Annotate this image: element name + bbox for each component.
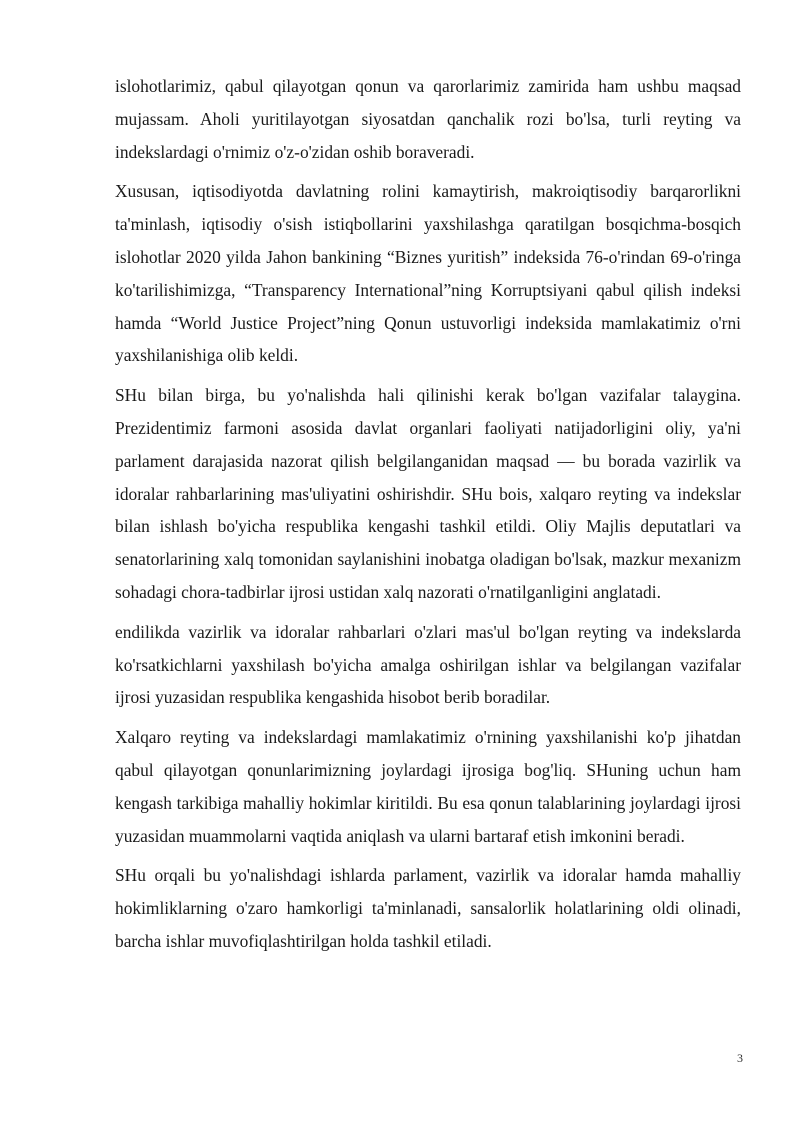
document-body xyxy=(115,70,741,965)
page-number: 3 xyxy=(737,1051,743,1065)
paragraph-6: SHu orqali bu yo'nalishdagi ishlarda parlament, vazirlik va idoralar hamda mahalliy hokimliklarning o'zaro hamkorligi ta'minlanadi, sansalorlik holatlarining oldi olinadi, barcha ishlar muvofiqlashtirilgan holda tashkil etiladi. xyxy=(115,865,741,951)
paragraph-3: SHu bilan birga, bu yo'nalishda hali qilinishi kerak bo'lgan vazifalar talaygina. Prezidentimiz farmoni asosida davlat organlari faoliyati natijadorligini oliy, ya'ni parlament darajasida nazorat qilish belgilanganidan maqsad — bu borada vazirlik va idoralar rahbarlarining mas'uliyatini oshirishdir. SHu bois, xalqaro reyting va indekslar bilan ishlash bo'yicha respublika kengashi tashkil etildi. Oliy Majlis deputatlari va senatorlarining xalq tomonidan saylanishini inobatga oladigan bo'lsak, mazkur mexanizm sohadagi chora-tadbirlar ijrosi ustidan xalq nazorati o'rnatilganligini anglatadi. xyxy=(115,385,741,602)
paragraph-4: endilikda vazirlik va idoralar rahbarlari o'zlari mas'ul bo'lgan reyting va indekslarda ko'rsatkichlarni yaxshilash bo'yicha amalga oshirilgan ishlar va belgilangan vazifalar ijrosi yuzasidan respublika kengashida hisobot berib boradilar. xyxy=(115,621,741,708)
paragraph-2: Xususan, iqtisodiyotda davlatning rolini kamaytirish, makroiqtisodiy barqarorlikni ta'minlash, iqtisodiy o'sish istiqbollarini yaxshilashga qaratilgan bosqichma-bosqich islohotlar 2020 yilda Jahon bankining “Biznes yuritish” indeksida 76-o'rindan 69-o'ringa ko'tarilishimizga, “Transparency International”ning Korruptsiyani qabul qilish indeksi hamda “World Justice Project”ning Qonun ustuvorligi indeksida mamlakatimiz o'rni yaxshilanishiga olib keldi. xyxy=(115,181,741,366)
paragraph-5: Xalqaro reyting va indekslardagi mamlakatimiz o'rnining yaxshilanishi ko'p jihatdan qabul qilayotgan qonunlarimizning joylardagi ijrosiga bog'liq. SHuning uchun ham kengash tarkibiga mahalliy hokimlar kiritildi. Bu esa qonun talablarining joylardagi ijrosi yuzasidan muammolarni vaqtida aniqlash va ularni bartaraf etish imkonini beradi. xyxy=(115,727,741,846)
paragraph-1: islohotlarimiz, qabul qilayotgan qonun va qarorlarimiz zamirida ham ushbu maqsad mujassam. Aholi yuritilayotgan siyosatdan qanchalik rozi bo'lsa, turli reyting va indekslardagi o'rnimiz o'z-o'zidan oshib boraveradi. xyxy=(115,76,741,162)
